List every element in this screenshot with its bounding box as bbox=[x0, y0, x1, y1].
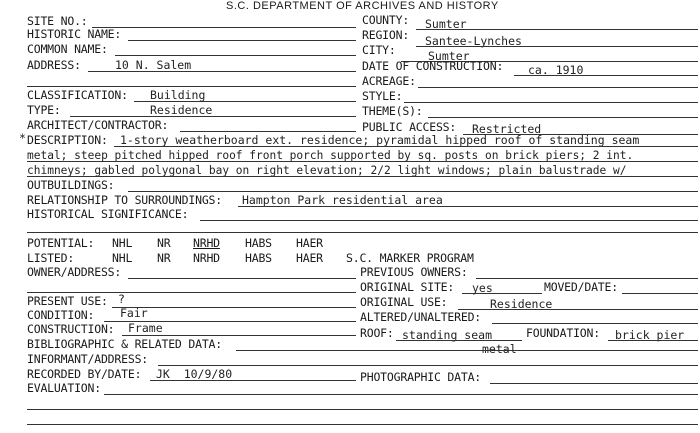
county-value: Sumter bbox=[425, 17, 467, 31]
listed-habs: HABS bbox=[245, 251, 272, 265]
site-no-label: SITE NO.: bbox=[27, 14, 88, 28]
description-label: DESCRIPTION: bbox=[27, 133, 108, 147]
description-rule-1 bbox=[114, 146, 698, 147]
informant-line bbox=[158, 365, 698, 366]
foundation-value: brick pier bbox=[615, 328, 685, 342]
outbuildings-line bbox=[128, 191, 698, 192]
present-use-line bbox=[112, 307, 356, 308]
original-use-label: ORIGINAL USE: bbox=[360, 295, 448, 309]
bibliographic-line bbox=[236, 350, 698, 351]
previous-owners-label: PREVIOUS OWNERS: bbox=[360, 265, 468, 279]
foundation-label: FOUNDATION: bbox=[526, 326, 600, 340]
roof-value: standing seam bbox=[402, 328, 493, 342]
relationship-label: RELATIONSHIP TO SURROUNDINGS: bbox=[27, 193, 222, 207]
listed-nr: NR bbox=[157, 251, 171, 265]
acreage-line bbox=[418, 87, 698, 88]
style-label: STYLE: bbox=[362, 89, 403, 103]
evaluation-line-3 bbox=[27, 424, 698, 425]
present-use-value: ? bbox=[118, 292, 125, 306]
original-site-line bbox=[462, 293, 542, 294]
evaluation-line-2 bbox=[27, 409, 698, 410]
description-rule-2 bbox=[27, 161, 698, 162]
photographic-label: PHOTOGRAPHIC DATA: bbox=[360, 370, 482, 384]
photographic-line bbox=[490, 383, 698, 384]
description-marker: * bbox=[19, 131, 26, 145]
condition-value: Fair bbox=[120, 306, 148, 320]
classification-line bbox=[134, 101, 356, 102]
historical-significance-label: HISTORICAL SIGNIFICANCE: bbox=[27, 207, 189, 221]
foundation-line bbox=[608, 340, 698, 341]
recorded-value: JK 10/9/80 bbox=[156, 367, 233, 381]
recorded-label: RECORDED BY/DATE: bbox=[27, 367, 142, 381]
region-label: REGION: bbox=[362, 28, 410, 42]
historical-significance-line bbox=[200, 220, 698, 221]
listed-nhl: NHL bbox=[112, 251, 133, 265]
marker-program-label: S.C. MARKER PROGRAM bbox=[346, 251, 474, 265]
address-line bbox=[88, 71, 356, 72]
date-label: DATE OF CONSTRUCTION: bbox=[362, 59, 504, 73]
type-label: TYPE: bbox=[27, 103, 61, 117]
address-value: 10 N. Salem bbox=[115, 58, 192, 72]
description-line-3: chimneys; gabled polygonal bay on right elevation; 2/2 light windows; plain balustrade w/ bbox=[27, 164, 627, 177]
relationship-value: Hampton Park residential area bbox=[242, 193, 443, 207]
region-line bbox=[416, 46, 698, 47]
owner-address-label: OWNER/ADDRESS: bbox=[27, 265, 122, 279]
roof-value-2: metal bbox=[482, 342, 517, 356]
potential-haer: HAER bbox=[296, 236, 323, 250]
construction-label: CONSTRUCTION: bbox=[27, 322, 115, 336]
address-label: ADDRESS: bbox=[27, 58, 81, 72]
altered-label: ALTERED/UNALTERED: bbox=[360, 310, 482, 324]
common-name-line bbox=[115, 55, 356, 56]
previous-owners-line bbox=[476, 278, 698, 279]
date-line bbox=[514, 75, 698, 76]
roof-label: ROOF: bbox=[360, 326, 394, 340]
public-access-label: PUBLIC ACCESS: bbox=[362, 120, 457, 134]
evaluation-line bbox=[104, 394, 698, 395]
potential-habs: HABS bbox=[245, 236, 272, 250]
architect-line bbox=[180, 131, 356, 132]
condition-label: CONDITION: bbox=[27, 308, 95, 322]
potential-nhl: NHL bbox=[112, 236, 133, 250]
owner-address-line bbox=[128, 278, 356, 279]
style-line bbox=[404, 102, 698, 103]
type-line bbox=[70, 116, 356, 117]
region-value: Santee-Lynches bbox=[425, 34, 522, 48]
outbuildings-label: OUTBUILDINGS: bbox=[27, 178, 115, 192]
description-line-1: 1-story weatherboard ext. residence; pyramidal hipped roof of standing seam bbox=[120, 133, 640, 147]
potential-nr: NR bbox=[157, 236, 171, 250]
potential-nrhd: NRHD bbox=[193, 236, 220, 250]
architect-label: ARCHITECT/CONTRACTOR: bbox=[27, 118, 169, 132]
bibliographic-label: BIBLIOGRAPHIC & RELATED DATA: bbox=[27, 337, 222, 351]
owner-address-line-2 bbox=[27, 292, 356, 293]
acreage-label: ACREAGE: bbox=[362, 74, 416, 88]
themes-line bbox=[428, 117, 698, 118]
city-value: Sumter bbox=[428, 49, 470, 63]
potential-label: POTENTIAL: bbox=[27, 236, 95, 250]
description-rule-3 bbox=[27, 176, 698, 177]
section-divider bbox=[27, 232, 698, 233]
classification-value: Building bbox=[150, 88, 206, 102]
county-label: COUNTY: bbox=[362, 13, 410, 27]
original-use-value: Residence bbox=[490, 297, 553, 311]
original-site-label: ORIGINAL SITE: bbox=[360, 280, 455, 294]
common-name-label: COMMON NAME: bbox=[27, 42, 108, 56]
listed-haer: HAER bbox=[296, 251, 323, 265]
evaluation-label: EVALUATION: bbox=[27, 381, 101, 395]
type-value: Residence bbox=[150, 103, 213, 117]
historic-name-label: HISTORIC NAME: bbox=[27, 27, 122, 41]
relationship-line bbox=[238, 206, 698, 207]
city-label: CITY: bbox=[362, 43, 396, 57]
altered-line bbox=[492, 323, 698, 324]
classification-label: CLASSIFICATION: bbox=[27, 88, 128, 102]
public-access-value: Restricted bbox=[472, 122, 542, 136]
present-use-label: PRESENT USE: bbox=[27, 294, 108, 308]
listed-label: LISTED: bbox=[27, 251, 75, 265]
roof-line bbox=[396, 340, 522, 341]
construction-line bbox=[122, 335, 356, 336]
description-line-2: metal; steep pitched hipped roof front porch supported by sq. posts on brick piers; 2 int. bbox=[27, 149, 634, 162]
original-site-value: yes bbox=[472, 281, 493, 295]
site-no-line bbox=[92, 27, 356, 28]
form-header: S.C. DEPARTMENT OF ARCHIVES AND HISTORY bbox=[226, 0, 499, 12]
informant-label: INFORMANT/ADDRESS: bbox=[27, 352, 149, 366]
county-line bbox=[416, 29, 698, 30]
moved-date-label: MOVED/DATE: bbox=[544, 280, 618, 294]
listed-nrhd: NRHD bbox=[193, 251, 220, 265]
date-value: ca. 1910 bbox=[528, 63, 584, 77]
original-use-line bbox=[458, 309, 698, 310]
moved-date-line bbox=[622, 293, 698, 294]
address-line-2 bbox=[27, 86, 356, 87]
themes-label: THEME(S): bbox=[362, 104, 423, 118]
construction-value: Frame bbox=[128, 321, 163, 335]
recorded-line bbox=[150, 380, 356, 381]
historic-name-line bbox=[128, 40, 356, 41]
